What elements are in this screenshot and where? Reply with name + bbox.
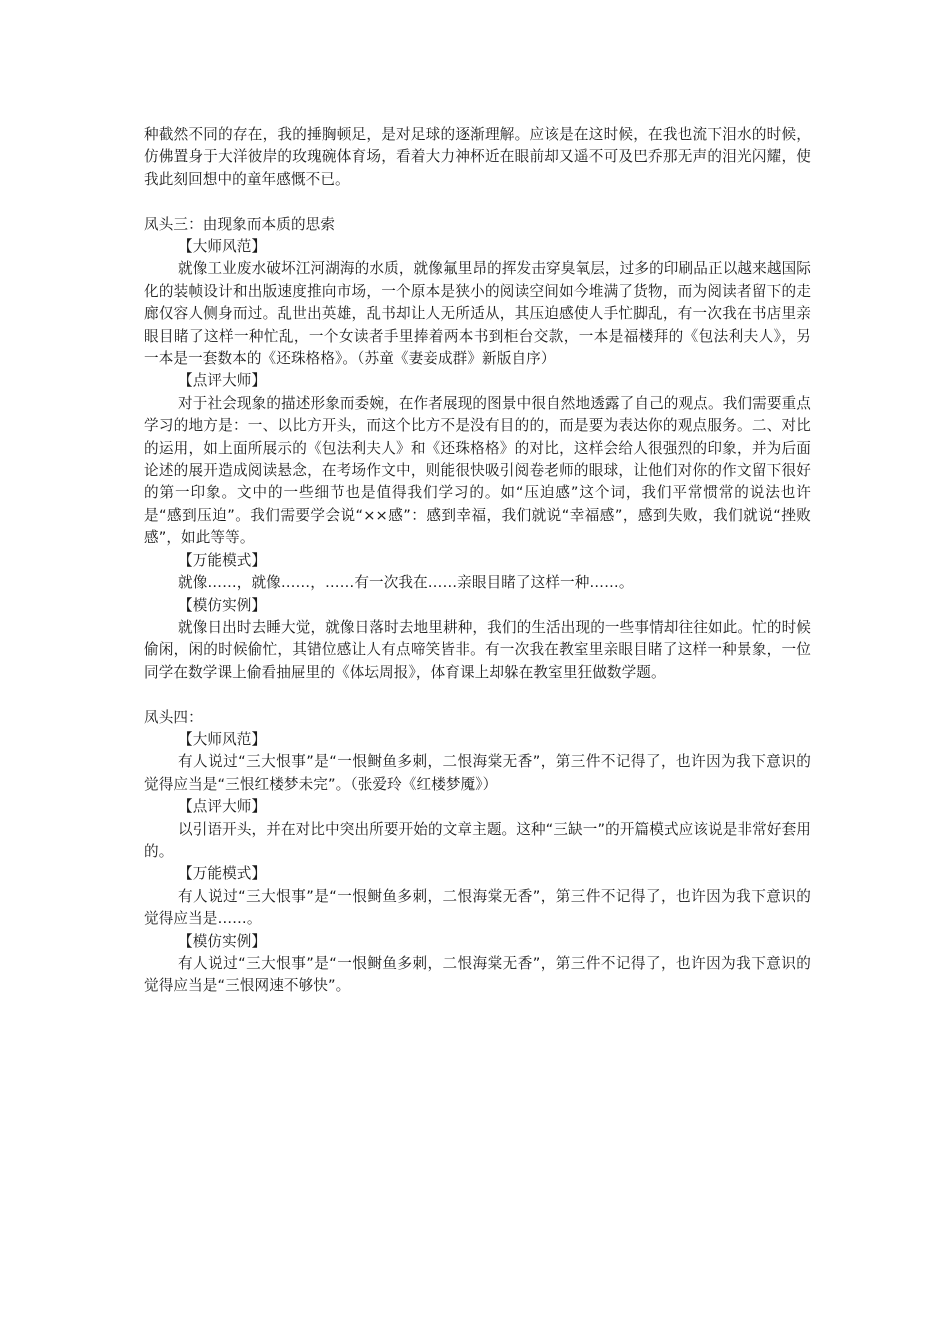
section3-master-text: 就像工业废水破坏江河湖海的水质，就像氟里昂的挥发击穿臭氧层，过多的印刷品正以越来越国际化的装帧设计和出版速度推向市场，一个原本是狭小的阅读空间如今堆满了货物，而为阅读者留下的走廊仅容人侧身而过。乱世出英雄，乱书却让人无所适从，其压迫感使人手忙脚乱，有一次我在书店里亲眼目睹了这样一种忙乱，一个女读者手里捧着两本书到柜台交款，一本是福楼拜的《包法利夫人》，另一本是一套数本的《还珠格格》。（苏童《妻妾成群》新版自序） [144,260,811,368]
section3-example-text: 就像日出时去睡大觉，就像日落时去地里耕种，我们的生活出现的一些事情却往往如此。忙的时候偷闲，闲的时候偷忙，其错位感让人有点啼笑皆非。有一次我在教室里亲眼目睹了这样一种景象，一位同学在数学课上偷看抽屉里的《体坛周报》，体育课上却躲在教室里狂做数学题。 [144,618,811,681]
section3-pattern-text: 就像……，就像……，……有一次我在……亲眼目睹了这样一种……。 [178,574,634,592]
spacer [144,191,811,213]
section4-pattern-text: 有人说过“三大恨事”是“一恨鲥鱼多刺，二恨海棠无香”，第三件不记得了，也许因为我下意识的觉得应当是……。 [144,887,811,928]
section3-pattern-label: 【万能模式】 [178,551,267,569]
section4-pattern-label: 【万能模式】 [178,865,267,883]
section3-heading: 凤头三：由现象而本质的思索 [144,215,336,233]
intro-paragraph: 种截然不同的存在，我的捶胸顿足，是对足球的逐渐理解。应该是在这时候，在我也流下泪水的时候，仿佛置身于大洋彼岸的玫瑰碗体育场，看着大力神杯近在眼前却又遥不可及巴乔那无声的泪光闪耀，使我此刻回想中的童年感慨不已。 [144,126,811,188]
section3-master-label: 【大师风范】 [178,238,267,256]
section4-comment-label: 【点评大师】 [178,798,267,816]
section4-master-label: 【大师风范】 [178,730,267,748]
section3-comment-label: 【点评大师】 [178,372,267,390]
section3-example-label: 【模仿实例】 [178,596,267,614]
section4-master-text: 有人说过“三大恨事”是“一恨鲥鱼多刺，二恨海棠无香”，第三件不记得了，也许因为我下意识的觉得应当是“三恨红楼梦未完”。（张爱玲《红楼梦魇》） [144,753,811,793]
document-body [144,124,811,998]
section3-comment-text: 对于社会现象的描述形象而委婉，在作者展现的图景中很自然地透露了自己的观点。我们需要重点学习的地方是：一、以比方开头，而这个比方不是没有目的的，而是要为表达你的观点服务。二、对比的运用，如上面所展示的《包法利夫人》和《还珠格格》的对比，这样会给人很强烈的印象，并为后面论述的展开造成阅读悬念，在考场作文中，则能很快吸引阅卷老师的眼球，让他们对你的作文留下很好的第一印象。文中的一些细节也是值得我们学习的。如“压迫感”这个词，我们平常惯常的说法也许是“感到压迫”。我们需要学会说“××感”：感到幸福，我们就说“幸福感”，感到失败，我们就说“挫败感”，如此等等。 [144,394,811,547]
section4-example-text: 有人说过“三大恨事”是“一恨鲥鱼多刺，二恨海棠无香”，第三件不记得了，也许因为我下意识的觉得应当是“三恨网速不够快”。 [144,955,811,995]
section4-example-label: 【模仿实例】 [178,932,267,950]
section4-comment-text: 以引语开头，并在对比中突出所要开始的文章主题。这种“三缺一”的开篇模式应该说是非常好套用的。 [144,820,811,860]
spacer [144,684,811,706]
section4-heading: 凤头四： [144,708,203,726]
